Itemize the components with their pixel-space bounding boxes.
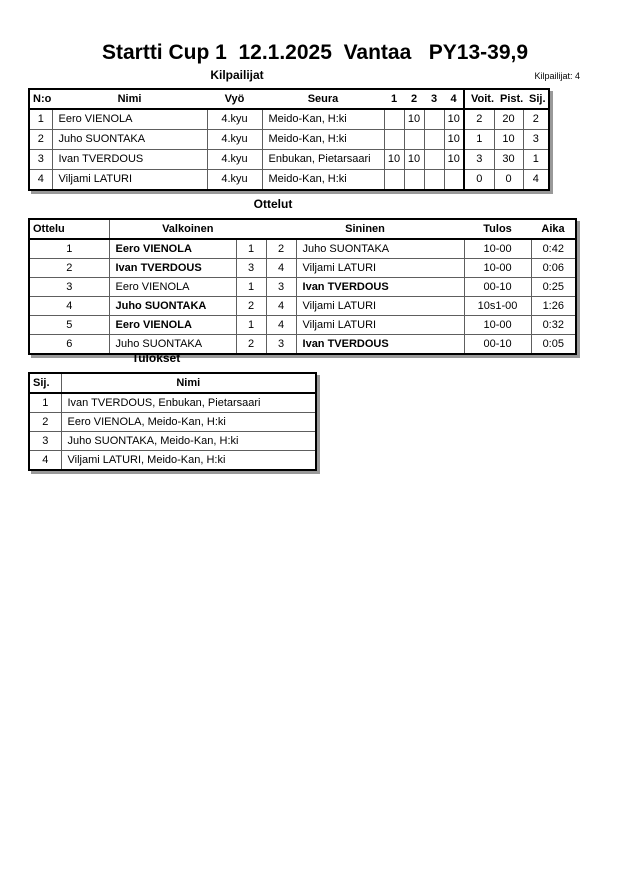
cell-pist: 20 xyxy=(494,109,523,130)
cell-pist: 30 xyxy=(494,150,523,170)
cell-match-3 xyxy=(424,170,444,191)
cell-sij: 4 xyxy=(29,451,61,471)
cell-match-1 xyxy=(384,170,404,191)
header-voit: Voit. xyxy=(464,89,494,109)
ottelut-row xyxy=(29,239,576,259)
cell-tulos: 00-10 xyxy=(464,278,531,297)
kilpailijat-row xyxy=(29,170,549,191)
cell-voit: 0 xyxy=(464,170,494,191)
cell-no: 2 xyxy=(29,130,52,150)
cell-tulos: 10-00 xyxy=(464,316,531,335)
cell-aika: 0:06 xyxy=(531,259,576,278)
header-aika: Aika xyxy=(531,219,576,239)
cell-aika: 0:05 xyxy=(531,335,576,355)
cell-match-1 xyxy=(384,109,404,130)
cell-match-4: 10 xyxy=(444,130,464,150)
cell-white-no: 1 xyxy=(236,239,266,259)
cell-white-no: 2 xyxy=(236,297,266,316)
ottelut-row xyxy=(29,335,576,355)
cell-match-2: 10 xyxy=(404,109,424,130)
header-ottelu: Ottelu xyxy=(29,219,109,239)
tulokset-header-row xyxy=(29,373,316,393)
header-pist: Pist. xyxy=(494,89,523,109)
cell-nimi: Juho SUONTAKA xyxy=(52,130,207,150)
cell-white-name: Eero VIENOLA xyxy=(109,278,236,297)
cell-match-3 xyxy=(424,109,444,130)
cell-match-4: 10 xyxy=(444,109,464,130)
cell-nimi: Viljami LATURI xyxy=(52,170,207,191)
cell-tulos: 00-10 xyxy=(464,335,531,355)
cell-sij: 2 xyxy=(523,109,549,130)
cell-blue-name: Viljami LATURI xyxy=(296,297,464,316)
cell-sij: 4 xyxy=(523,170,549,191)
cell-voit: 2 xyxy=(464,109,494,130)
cell-blue-name: Ivan TVERDOUS xyxy=(296,278,464,297)
cell-blue-no: 4 xyxy=(266,259,296,278)
cell-blue-no: 4 xyxy=(266,316,296,335)
ottelut-row xyxy=(29,316,576,335)
cell-match-4 xyxy=(444,170,464,191)
header-no: N:o xyxy=(29,89,52,109)
cell-aika: 1:26 xyxy=(531,297,576,316)
header-vyo: Vyö xyxy=(207,89,262,109)
cell-seura: Meido-Kan, H:ki xyxy=(262,130,384,150)
tulokset-row xyxy=(29,413,316,432)
cell-aika: 0:32 xyxy=(531,316,576,335)
cell-nimi: Eero VIENOLA xyxy=(52,109,207,130)
cell-voit: 3 xyxy=(464,150,494,170)
page-title: Startti Cup 1 12.1.2025 Vantaa PY13-39,9 xyxy=(101,41,529,64)
cell-aika: 0:42 xyxy=(531,239,576,259)
cell-vyo: 4.kyu xyxy=(207,130,262,150)
cell-vyo: 4.kyu xyxy=(207,170,262,191)
tulokset-row xyxy=(29,432,316,451)
header-match-1: 1 xyxy=(384,89,404,109)
ottelut-row xyxy=(29,278,576,297)
cell-sij: 2 xyxy=(29,413,61,432)
section-title-ottelut: Ottelut xyxy=(253,197,293,211)
cell-match-1 xyxy=(384,130,404,150)
cell-white-no: 2 xyxy=(236,335,266,355)
ottelut-header-row xyxy=(29,219,576,239)
cell-no: 4 xyxy=(29,170,52,191)
cell-match-no: 3 xyxy=(29,278,109,297)
tulokset-table xyxy=(28,372,317,471)
header-sij: Sij. xyxy=(523,89,549,109)
ottelut-row xyxy=(29,297,576,316)
header-nimi: Nimi xyxy=(52,89,207,109)
cell-blue-no: 3 xyxy=(266,278,296,297)
cell-match-3 xyxy=(424,150,444,170)
cell-tulos: 10-00 xyxy=(464,239,531,259)
cell-seura: Enbukan, Pietarsaari xyxy=(262,150,384,170)
cell-nimi: Juho SUONTAKA, Meido-Kan, H:ki xyxy=(61,432,316,451)
cell-blue-name: Juho SUONTAKA xyxy=(296,239,464,259)
kilpailijat-row xyxy=(29,109,549,130)
cell-blue-name: Viljami LATURI xyxy=(296,316,464,335)
cell-sij: 3 xyxy=(523,130,549,150)
ottelut-table xyxy=(28,218,577,355)
cell-sij: 3 xyxy=(29,432,61,451)
cell-white-name: Juho SUONTAKA xyxy=(109,335,236,355)
cell-blue-no: 4 xyxy=(266,297,296,316)
cell-nimi: Ivan TVERDOUS, Enbukan, Pietarsaari xyxy=(61,393,316,413)
cell-voit: 1 xyxy=(464,130,494,150)
header-match-2: 2 xyxy=(404,89,424,109)
kilpailijat-header-row xyxy=(29,89,549,109)
cell-white-name: Eero VIENOLA xyxy=(109,239,236,259)
cell-match-4: 10 xyxy=(444,150,464,170)
header-match-4: 4 xyxy=(444,89,464,109)
cell-match-2 xyxy=(404,130,424,150)
cell-no: 3 xyxy=(29,150,52,170)
cell-match-no: 1 xyxy=(29,239,109,259)
header-tulos: Tulos xyxy=(464,219,531,239)
cell-white-name: Eero VIENOLA xyxy=(109,316,236,335)
cell-pist: 10 xyxy=(494,130,523,150)
header-sij: Sij. xyxy=(29,373,61,393)
section-title-tulokset: Tulokset xyxy=(131,351,181,365)
tulokset-row xyxy=(29,451,316,471)
cell-white-name: Ivan TVERDOUS xyxy=(109,259,236,278)
cell-nimi: Ivan TVERDOUS xyxy=(52,150,207,170)
cell-blue-name: Ivan TVERDOUS xyxy=(296,335,464,355)
cell-seura: Meido-Kan, H:ki xyxy=(262,170,384,191)
cell-pist: 0 xyxy=(494,170,523,191)
competitor-count-label: Kilpailijat: 4 xyxy=(534,71,580,81)
cell-match-no: 2 xyxy=(29,259,109,278)
cell-aika: 0:25 xyxy=(531,278,576,297)
cell-white-no: 1 xyxy=(236,316,266,335)
header-seura: Seura xyxy=(262,89,384,109)
header-match-3: 3 xyxy=(424,89,444,109)
cell-match-1: 10 xyxy=(384,150,404,170)
header-sininen: Sininen xyxy=(266,219,464,239)
cell-match-no: 4 xyxy=(29,297,109,316)
kilpailijat-row xyxy=(29,130,549,150)
cell-tulos: 10-00 xyxy=(464,259,531,278)
cell-match-3 xyxy=(424,130,444,150)
cell-tulos: 10s1-00 xyxy=(464,297,531,316)
cell-blue-no: 3 xyxy=(266,335,296,355)
cell-nimi: Viljami LATURI, Meido-Kan, H:ki xyxy=(61,451,316,471)
tulokset-row xyxy=(29,393,316,413)
ottelut-row xyxy=(29,259,576,278)
cell-no: 1 xyxy=(29,109,52,130)
cell-blue-no: 2 xyxy=(266,239,296,259)
cell-blue-name: Viljami LATURI xyxy=(296,259,464,278)
cell-match-no: 5 xyxy=(29,316,109,335)
section-title-kilpailijat: Kilpailijat xyxy=(210,68,264,82)
cell-sij: 1 xyxy=(29,393,61,413)
cell-match-no: 6 xyxy=(29,335,109,355)
cell-sij: 1 xyxy=(523,150,549,170)
cell-white-no: 3 xyxy=(236,259,266,278)
cell-nimi: Eero VIENOLA, Meido-Kan, H:ki xyxy=(61,413,316,432)
cell-match-2 xyxy=(404,170,424,191)
cell-white-name: Juho SUONTAKA xyxy=(109,297,236,316)
cell-seura: Meido-Kan, H:ki xyxy=(262,109,384,130)
header-valkoinen: Valkoinen xyxy=(109,219,266,239)
kilpailijat-table xyxy=(28,88,550,191)
header-nimi: Nimi xyxy=(61,373,316,393)
cell-white-no: 1 xyxy=(236,278,266,297)
cell-match-2: 10 xyxy=(404,150,424,170)
cell-vyo: 4.kyu xyxy=(207,150,262,170)
cell-vyo: 4.kyu xyxy=(207,109,262,130)
kilpailijat-row xyxy=(29,150,549,170)
